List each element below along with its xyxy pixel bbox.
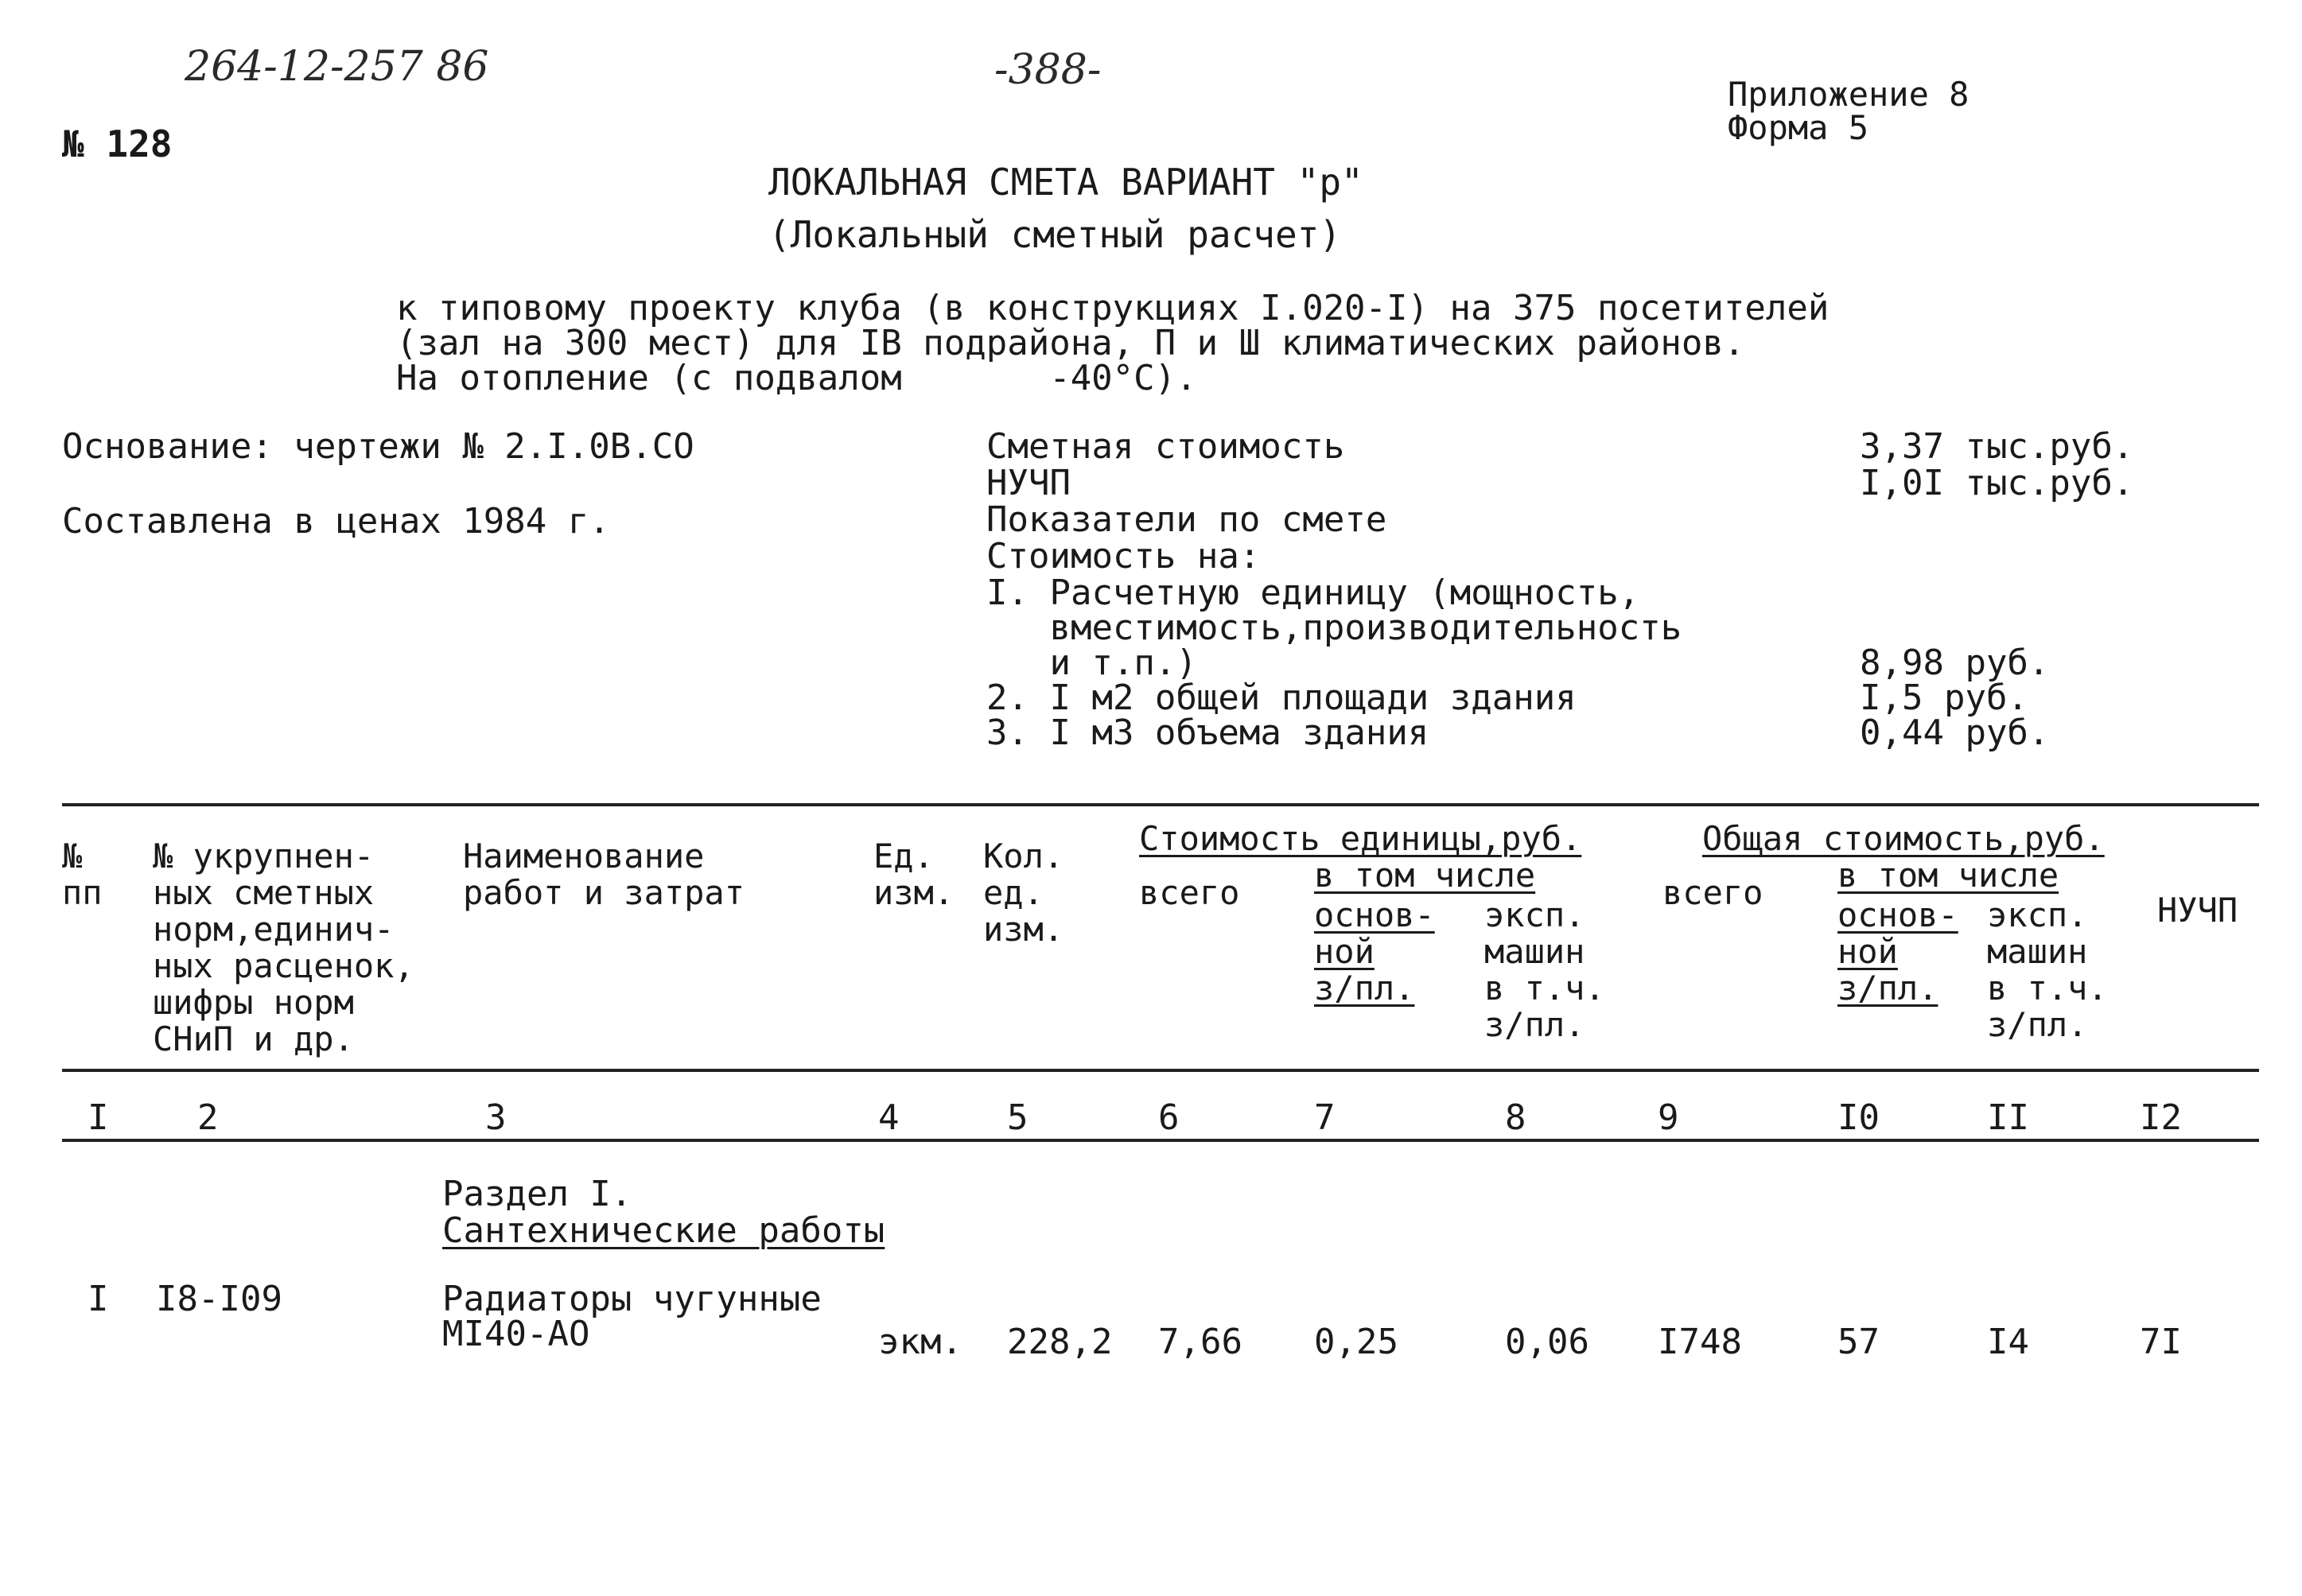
appendix-label: Приложение 8: [1728, 75, 1970, 114]
page-subtitle: (Локальный сметный расчет): [768, 213, 1342, 256]
col-number-3: 3: [485, 1097, 507, 1138]
basis-drawings: Основание: чертежи № 2.I.0В.СО: [62, 426, 694, 467]
col-header-no: № пп: [62, 837, 103, 912]
total-total-header: всего: [1662, 873, 1763, 912]
handwritten-code: 264-12-257 86: [185, 43, 489, 91]
row-no: I: [87, 1279, 109, 1319]
col-number-12: I2: [2140, 1097, 2182, 1138]
estimated-cost-value: 3,37 тыс.руб.: [1860, 426, 2134, 467]
col-header-unit: Ед. изм.: [873, 837, 955, 912]
indicators-label: Показатели по смете: [986, 499, 1387, 540]
col-number-10: I0: [1837, 1097, 1880, 1138]
page-title: ЛОКАЛЬНАЯ СМЕТА ВАРИАНТ "р": [768, 161, 1363, 204]
table-numbers-rule: [62, 1139, 2259, 1142]
col-header-code: № укрупнен- ных сметных норм,единич- ных расценок, шифры норм СНиП и др.: [153, 837, 414, 1058]
row-total: I748: [1658, 1322, 1742, 1362]
row-name-line-2: МI40-АО: [442, 1314, 590, 1354]
indicator-2: 2. I м2 общей площади здания: [986, 678, 1577, 718]
row-unit-wage: 0,25: [1314, 1322, 1398, 1362]
indicator-1-line-2: вместимость,производительность: [986, 608, 1682, 648]
col-header-name: Наименование работ и затрат: [463, 837, 745, 912]
document-number: № 128: [62, 122, 173, 165]
unit-base-wage-header: основ- ной з/пл.: [1314, 895, 1435, 1008]
indicator-2-value: I,5 руб.: [1860, 678, 2028, 718]
table-top-rule: [62, 803, 2259, 806]
estimated-cost-label: Сметная стоимость: [986, 426, 1345, 467]
row-unit-machines: 0,06: [1505, 1322, 1589, 1362]
row-code: I8-I09: [156, 1279, 282, 1319]
table-header-rule: [62, 1069, 2259, 1072]
nuchp-label: НУЧП: [986, 463, 1071, 503]
unit-cost-group-header: Стоимость единицы,руб.: [1139, 819, 1582, 858]
indicator-3: 3. I м3 объема здания: [986, 713, 1429, 753]
project-line-3: На отопление (с подвалом -40°С).: [396, 358, 1197, 398]
row-unit-total: 7,66: [1158, 1322, 1242, 1362]
col-number-6: 6: [1158, 1097, 1180, 1138]
col-number-11: II: [1987, 1097, 2029, 1138]
col-number-4: 4: [878, 1097, 900, 1138]
col-number-9: 9: [1658, 1097, 1679, 1138]
total-machines-header: эксп. машин в т.ч. з/пл.: [1987, 895, 2108, 1044]
basis-prices: Составлена в ценах 1984 г.: [62, 501, 610, 542]
project-line-1: к типовому проекту клуба (в конструкциях I.020-I) на 375 посетителей: [396, 288, 1830, 328]
col-number-8: 8: [1505, 1097, 1526, 1138]
total-base-wage-header: основ- ной з/пл.: [1837, 895, 1958, 1008]
total-including-header: в том числе: [1837, 856, 2059, 895]
section-name: Сантехнические работы: [442, 1210, 885, 1251]
form-label: Форма 5: [1728, 108, 1869, 147]
indicator-1-line-3: и т.п.): [986, 643, 1197, 683]
row-total-machines: I4: [1987, 1322, 2029, 1362]
row-unit: экм.: [878, 1322, 962, 1362]
unit-machines-header: эксп. машин в т.ч. з/пл.: [1484, 895, 1605, 1044]
nuchp-header: НУЧП: [2157, 891, 2238, 930]
row-qty: 228,2: [1007, 1322, 1113, 1362]
row-name-line-1: Радиаторы чугунные: [442, 1279, 822, 1319]
indicator-3-value: 0,44 руб.: [1860, 713, 2050, 753]
nuchp-value: I,0I тыс.руб.: [1860, 463, 2134, 503]
project-line-2: (зал на 300 мест) для IB подрайона, П и Ш климатических районов.: [396, 323, 1745, 363]
col-number-1: I: [87, 1097, 109, 1138]
indicator-1-value: 8,98 руб.: [1860, 643, 2050, 683]
col-number-5: 5: [1007, 1097, 1029, 1138]
unit-including-header: в том числе: [1314, 856, 1536, 895]
col-number-2: 2: [197, 1097, 219, 1138]
section-title: Раздел I.: [442, 1174, 632, 1214]
unit-total-header: всего: [1139, 873, 1240, 912]
indicator-1-line-1: I. Расчетную единицу (мощность,: [986, 573, 1640, 613]
col-number-7: 7: [1314, 1097, 1336, 1138]
cost-per-label: Стоимость на:: [986, 536, 1261, 577]
col-header-qty: Кол. ед. изм.: [983, 837, 1064, 949]
row-nuchp: 7I: [2140, 1322, 2182, 1362]
total-cost-group-header: Общая стоимость,руб.: [1702, 819, 2105, 858]
page-number: -388-: [994, 46, 1102, 94]
row-total-wage: 57: [1837, 1322, 1880, 1362]
